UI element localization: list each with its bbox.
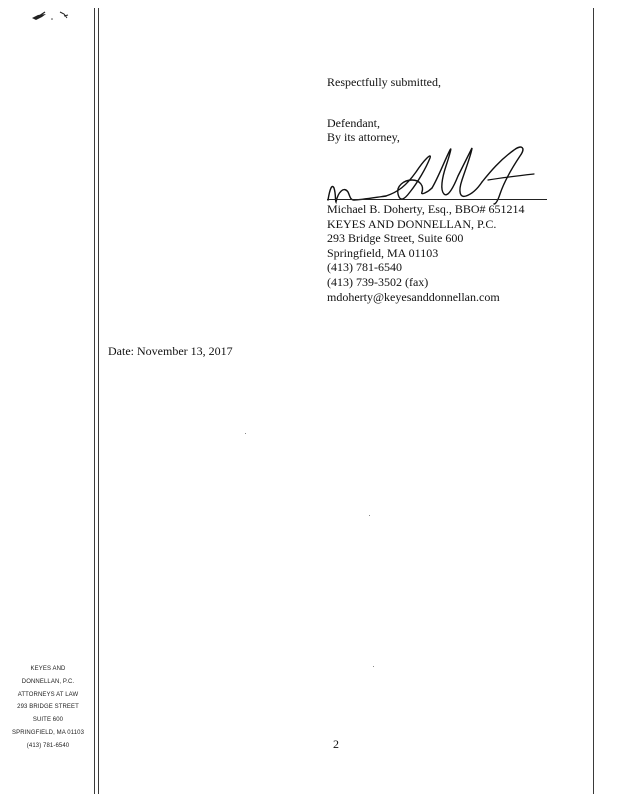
letterhead-line: 293 BRIDGE STREET xyxy=(17,704,79,711)
attorney-email: mdoherty@keyesanddonnellan.com xyxy=(327,289,500,304)
letterhead-line: (413) 781-6540 xyxy=(26,742,70,749)
attorney-phone: (413) 781-6540 xyxy=(327,260,402,275)
attorney-city: Springfield, MA 01103 xyxy=(327,245,439,260)
scan-artifact-mark xyxy=(30,9,80,23)
signature-line xyxy=(327,199,547,200)
attorney-firm: KEYES AND DONNELLAN, P.C. xyxy=(327,216,497,231)
letterhead-line: SPRINGFIELD, MA 01103 xyxy=(11,729,85,736)
margin-rule-right xyxy=(593,8,594,794)
page-number: 2 xyxy=(333,737,339,751)
scan-speck xyxy=(373,666,374,667)
attorney-fax: (413) 739-3502 (fax) xyxy=(327,274,429,289)
closing-respectfully-submitted: Respectfully submitted, xyxy=(327,75,441,89)
scan-speck xyxy=(245,433,246,434)
margin-rule-left-inner xyxy=(98,8,99,794)
scan-speck xyxy=(369,515,370,516)
firm-letterhead-sidebar xyxy=(6,663,90,753)
closing-party: Defendant, xyxy=(327,116,380,130)
letterhead-line: SUITE 600 xyxy=(32,717,64,724)
margin-rule-left-outer xyxy=(94,8,95,794)
letterhead-line: ATTORNEYS AT LAW xyxy=(17,691,79,698)
letterhead-line: DONNELLAN, P.C. xyxy=(21,678,75,685)
document-date: Date: November 13, 2017 xyxy=(108,344,233,358)
attorney-name-bbo: Michael B. Doherty, Esq., BBO# 651214 xyxy=(327,202,525,216)
attorney-street: 293 Bridge Street, Suite 600 xyxy=(327,231,464,246)
attorney-contact-block xyxy=(327,202,525,304)
closing-by-attorney: By its attorney, xyxy=(327,130,400,144)
letterhead-line: KEYES AND xyxy=(30,666,66,672)
